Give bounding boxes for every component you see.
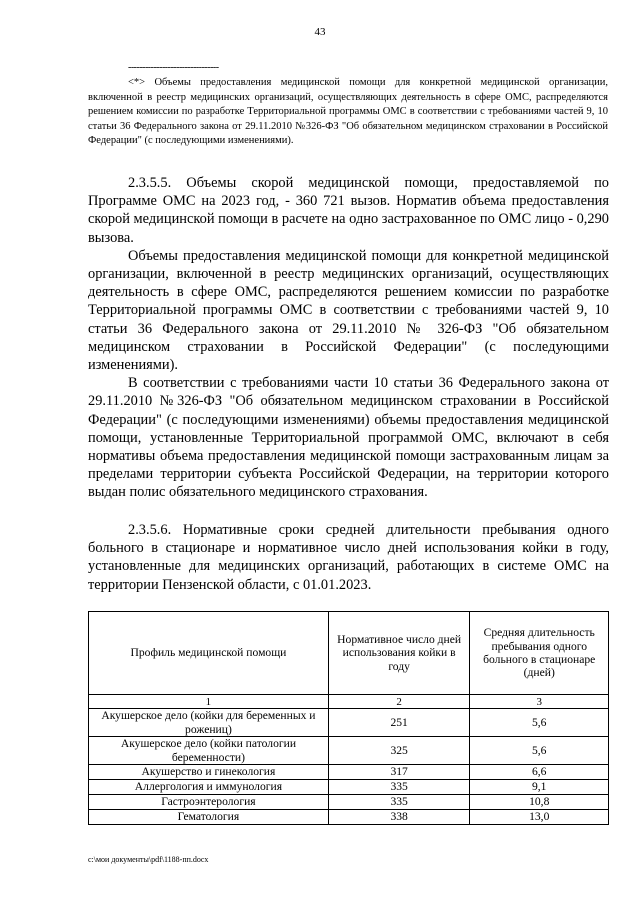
document-path: c:\мои документы\pdf\1188-пп.docx [88, 855, 209, 864]
profile-cell: Аллергология и иммунология [89, 780, 329, 795]
avg-stay-cell: 9,1 [470, 780, 609, 795]
header-profile: Профиль медицинской помощи [89, 612, 329, 695]
header-avg-stay: Средняя длительность пребывания одного больного в стационаре (дней) [470, 612, 609, 695]
bed-days-cell: 251 [328, 709, 470, 737]
header-bed-days: Нормативное число дней использования койки в году [328, 612, 470, 695]
bed-days-cell: 335 [328, 795, 470, 810]
bed-days-table [88, 611, 609, 825]
paragraph: Объемы предоставления медицинской помощи для конкретной медицинской организации, включенной в реестр медицинских организаций, осуществляющих деятельность в сфере ОМС, распределяются решением комиссии по разработке Территориальной программы ОМС в соответствии с требованиями частей 9, 10 статьи 36 Федерального закона от 29.11.2010 № 326-ФЗ "Об обязательном медицинском страховании в Российской Федерации" (с последующими изменениями). [88, 247, 609, 374]
profile-cell: Акушерство и гинекология [89, 765, 329, 780]
section-2-3-5-6 [88, 521, 609, 594]
bed-days-cell: 325 [328, 737, 470, 765]
table-row [89, 765, 609, 780]
table-header-row [89, 612, 609, 695]
bed-days-cell: 335 [328, 780, 470, 795]
avg-stay-cell: 10,8 [470, 795, 609, 810]
avg-stay-cell: 13,0 [470, 810, 609, 825]
column-number-row [89, 695, 609, 709]
profile-cell: Акушерское дело (койки патологии беременности) [89, 737, 329, 765]
avg-stay-cell: 6,6 [470, 765, 609, 780]
profile-cell: Акушерское дело (койки для беременных и рожениц) [89, 709, 329, 737]
table-row [89, 737, 609, 765]
paragraph: 2.3.5.5. Объемы скорой медицинской помощи, предоставляемой по Программе ОМС на 2023 год, - 360 721 вызов. Норматив объема предоставления скорой медицинской помощи в расчете на одно застрахованное по ОМС лицо - 0,290 вызова. [88, 175, 609, 246]
profile-cell: Гастроэнтерология [89, 795, 329, 810]
profile-cell: Гематология [89, 810, 329, 825]
avg-stay-cell: 5,6 [470, 737, 609, 765]
avg-stay-cell: 5,6 [470, 709, 609, 737]
paragraph: В соответствии с требованиями части 10 статьи 36 Федерального закона от 29.11.2010 №326-ФЗ "Об обязательном медицинском страховании в Российской Федерации" (с последующими изменениями) объемы предоставления медицинской помощи, установленные Территориальной программой ОМС, включают в себя нормативы объема предоставления медицинской помощи застрахованным лицам за пределами территории субъекта Российской Федерации, на территории которого выдан полис обязательного медицинского страхования. [88, 375, 609, 501]
table-row [89, 795, 609, 810]
footnote-separator: -------------------------------- [128, 62, 219, 73]
paragraph: 2.3.5.6. Нормативные сроки средней длительности пребывания одного больного в стационаре и нормативное число дней использования койки в году, установленные для медицинских организаций, работающих в системе ОМС на территории Пензенской области, с 01.01.2023. [88, 522, 609, 593]
column-number: 1 [89, 695, 329, 709]
table-row [89, 780, 609, 795]
footnote: <*> Объемы предоставления медицинской помощи для конкретной медицинской организации, включенной в реестр медицинских организаций, осуществляющих деятельность в сфере ОМС, распределяются решением комиссии по разработке Территориальной программы ОМС в соответствии с требованиями частей 9, 10 статьи 36 Федерального закона от 29.11.2010 №326-ФЗ "Об обязательном медицинском страховании в Российской Федерации" (с последующими изменениями). [88, 77, 608, 146]
table-row [89, 810, 609, 825]
bed-days-cell: 338 [328, 810, 470, 825]
column-number: 3 [470, 695, 609, 709]
column-number: 2 [328, 695, 470, 709]
table-row [89, 709, 609, 737]
section-2-3-5-5 [88, 174, 609, 502]
bed-days-cell: 317 [328, 765, 470, 780]
page-number: 43 [314, 26, 326, 38]
